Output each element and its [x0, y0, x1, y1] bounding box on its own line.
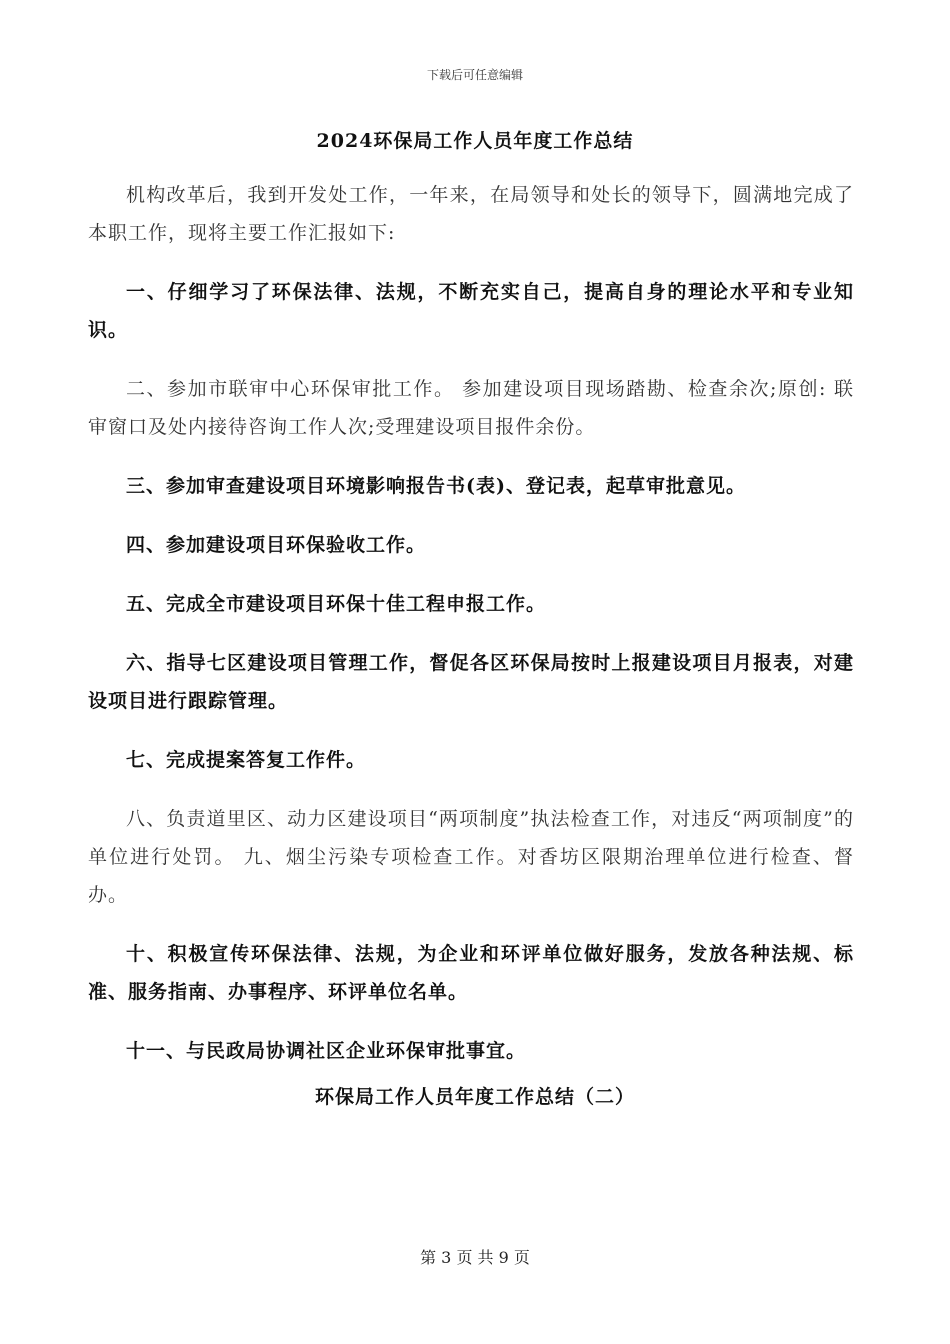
paragraph-item-10: 十、积极宣传环保法律、法规，为企业和环评单位做好服务，发放各种法规、标准、服务指南、办事程序、环评单位名单。: [88, 943, 854, 1003]
section-subtitle: 环保局工作人员年度工作总结（二）: [314, 1086, 635, 1108]
paragraph-item-1: 一、仔细学习了环保法律、法规，不断充实自己，提高自身的理论水平和专业知识。: [88, 281, 854, 341]
paragraph-item-2: 二、参加市联审中心环保审批工作。 参加建设项目现场踏勘、检查余次;原创: 联审窗口及处内接待咨询工作人次;受理建设项目报件余份。: [88, 378, 854, 438]
paragraph-intro: 机构改革后，我到开发处工作，一年来，在局领导和处长的领导下，圆满地完成了本职工作，现将主要工作汇报如下:: [88, 184, 854, 244]
paragraph-item-7: 七、完成提案答复工作件。: [126, 749, 367, 771]
document-body: [88, 176, 854, 1091]
paragraph-item-3: 三、参加审查建设项目环境影响报告书(表)、登记表，起草审批意见。: [126, 475, 746, 497]
document-title: 2024环保局工作人员年度工作总结: [316, 130, 634, 152]
paragraph-item-11: 十一、与民政局协调社区企业环保审批事宜。: [126, 1040, 527, 1062]
paragraph-item-6: 六、指导七区建设项目管理工作，督促各区环保局按时上报建设项目月报表，对建设项目进行跟踪管理。: [88, 652, 854, 712]
paragraph-item-5: 五、完成全市建设项目环保十佳工程申报工作。: [126, 593, 547, 615]
paragraph-item-4: 四、参加建设项目环保验收工作。: [126, 534, 427, 556]
header-note: 下载后可任意编辑: [426, 68, 523, 82]
paragraph-item-8-9: 八、负责道里区、动力区建设项目“两项制度”执法检查工作，对违反“两项制度”的单位进行处罚。 九、烟尘污染专项检查工作。对香坊区限期治理单位进行检查、督办。: [88, 808, 854, 906]
page-number-footer: 第 3 页 共 9 页: [420, 1248, 530, 1267]
